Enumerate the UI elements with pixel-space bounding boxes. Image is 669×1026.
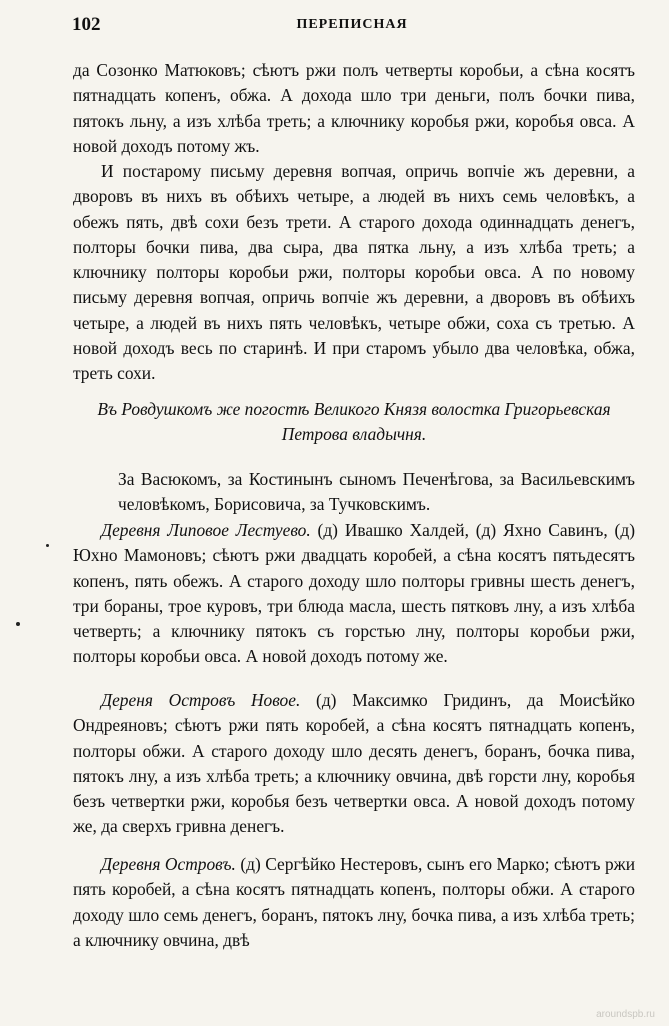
page-number: 102 [72, 14, 101, 35]
watermark: aroundspb.ru [596, 1009, 655, 1020]
village-name: Деревня Липовое Лестуево. [101, 520, 311, 540]
village-name: Деревня Островъ. [101, 854, 236, 874]
running-head: ПЕРЕПИСНАЯ [296, 17, 408, 32]
section-heading: Въ Ровдушкомъ же погостѣ Великого Князя волостка Григорьевская Петрова владычня. [97, 399, 611, 445]
village-name: Дереня Островъ Новое. [101, 690, 301, 710]
village-text: (д) Максимко Гридинъ, да Моисѣйко Ондреяновъ; сѣютъ ржи пять коробей, а сѣна косятъ пятнадцать копенъ, полторы обжи. А старого доходу шло десять денегъ, боранъ, бочка пива, пятокъ лну, а изъ хлѣба треть; а ключнику овчина, двѣ горсти лну, коробья безъ четвертки ржи, коробья безъ четвертки овса. А новой доходъ потому же, да сверхъ гривна денегъ. [73, 690, 635, 837]
village-entry-lipovoe [73, 518, 635, 670]
paragraph-old-census: И постарому письму деревня вопчая, опричь вопчіе жъ деревни, а дворовъ въ нихъ въ обѣихъ четыре, а людей въ нихъ семь человѣкъ, а обежъ пять, двѣ сохи безъ трети. А старого дохода одиннадцать денегъ, полторы бочки пива, два сыра, два пятка льну, а изъ хлѣба треть; а ключнику полторы коробьи ржи, полторы коробьи овса. А по новому письму деревня вопчая, опричь вопчіе жъ деревни, а дворовъ въ обѣихъ четыре, а людей въ нихъ пять человѣкъ, четыре обжи, соха съ третью. А новой доходъ весь по старинѣ. И при старомъ убыло два человѣка, обжа, треть сохи. [73, 161, 635, 384]
paragraph-continuation: да Созонко Матюковъ; сѣютъ ржи полъ четверты коробьи, а сѣна косятъ пятнадцать копенъ, обжа. А дохода шло три деньги, полъ бочки пива, пятокъ льну, а изъ хлѣба треть; а ключнику коробья ржи, коробья овса. А новой доходъ потому жъ. [73, 60, 635, 156]
village-entry-ostrov [73, 852, 635, 953]
village-text: (д) Ивашко Халдей, (д) Яхно Савинъ, (д) Юхно Мамоновъ; сѣютъ ржи двадцать коробей, а сѣна косятъ пятьдесятъ копенъ, пять обежъ. А старого доходу шло полторы гривны шесть денегъ, три бораны, трое куровъ, три блюда масла, шесть пятковъ лну, а изъ хлѣба четверть; а ключнику пятокъ съ горстью лну, полторы коробьи ржи, полторы коробьи овса. А новой доходъ потому же. [73, 520, 635, 667]
page-header [72, 14, 632, 40]
village-entry-ostrov-novoe [73, 688, 635, 840]
scan-speck [46, 544, 49, 547]
owners-line: За Васюкомъ, за Костинынъ сыномъ Печенѣгова, за Васильевскимъ человѣкомъ, Борисовича, за Тучковскимъ. [118, 469, 635, 515]
scan-speck [16, 622, 20, 626]
village-text: (д) Сергѣйко Нестеровъ, сынъ его Марко; сѣютъ ржи пять коробей, а сѣна косятъ пятнадцать копенъ, полторы обжи. А старого доходу шло семь денегъ, боранъ, пятокъ лну, бочка пива, а изъ хлѣба треть; а ключнику овчина, двѣ [73, 854, 636, 950]
